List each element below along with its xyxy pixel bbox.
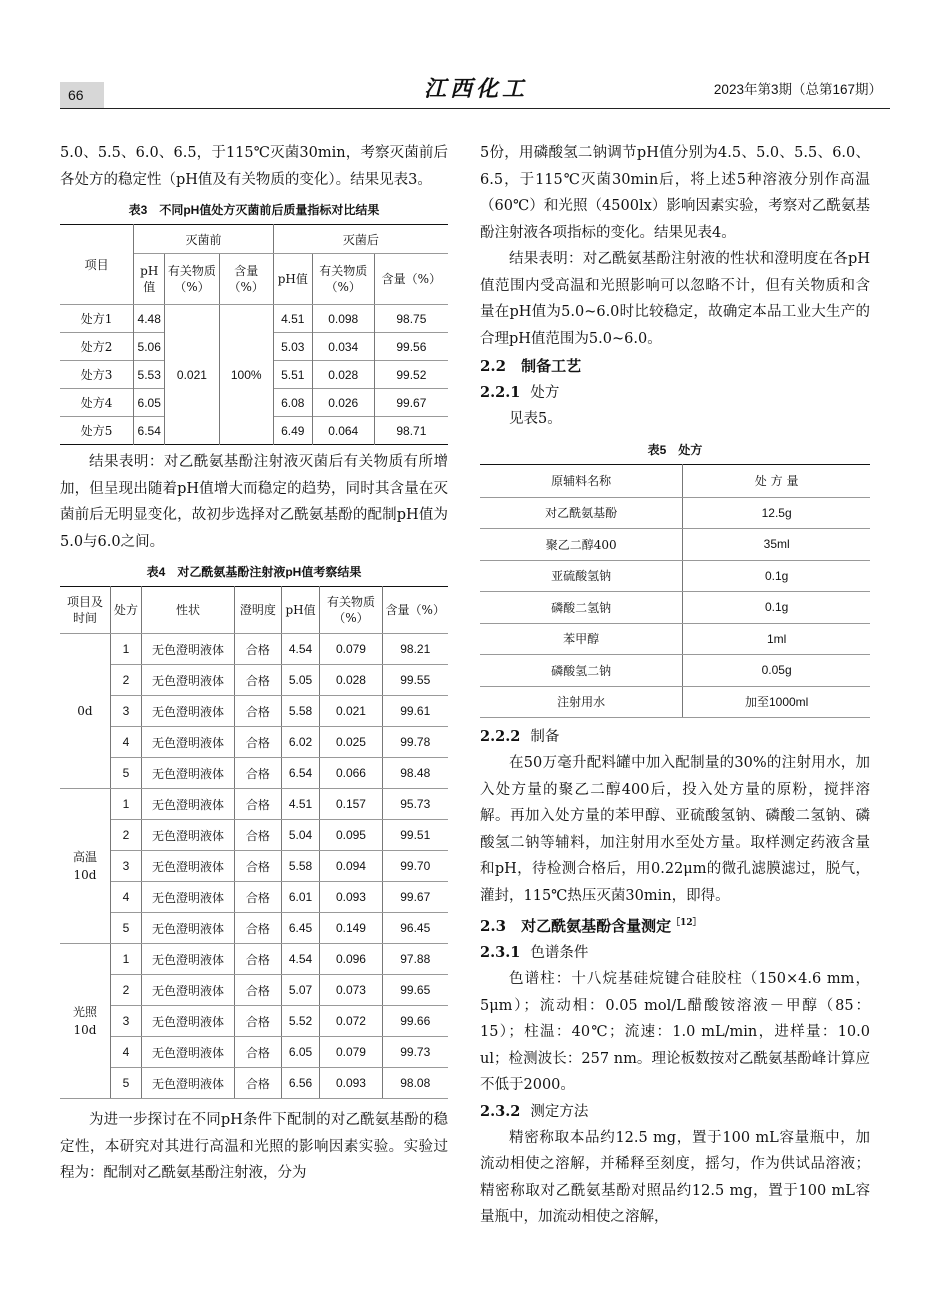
table-header: 有关物质（%） — [312, 254, 374, 305]
paragraph: 结果表明：对乙酰氨基酚注射液的性状和澄明度在各pH值范围内受高温和光照影响可以忽略不计，但有关物质和含量在pH值为5.0~6.0时比较稳定，故确定本品工业大生产的合理pH值范围为5.0~6.0。 — [480, 251, 870, 347]
table-row: 3 无色澄明液体 合格 5.58 0.021 99.61 — [60, 696, 448, 727]
table-row: 注射用水 加至1000ml — [480, 686, 870, 718]
table-header: pH值 — [273, 254, 312, 305]
table-header: 有关物质（%） — [165, 254, 219, 305]
paragraph: 为进一步探讨在不同pH条件下配制的对乙酰氨基酚的稳定性，本研究对其进行高温和光照的影响因素实验。实验过程为：配制对乙酰氨基酚注射液，分为 — [60, 1112, 448, 1181]
table-header: 含量（%） — [374, 254, 448, 305]
table-row: 磷酸二氢钠 0.1g — [480, 592, 870, 624]
table-row: 2 无色澄明液体 合格 5.05 0.028 99.55 — [60, 665, 448, 696]
page-number: 66 — [60, 82, 104, 108]
paragraph: 色谱柱：十八烷基硅烷键合硅胶柱（150×4.6 mm，5μm）；流动相：0.05 mol/L醋酸铵溶液－甲醇（85：15）；柱温：40℃；流速：1.0 mL/min，进样量：10.0 ul；检测波长：257 nm。理论板数按对乙酰氨基酚峰计算应不低于2000。 — [480, 971, 870, 1093]
subsection-heading: 2.2.2 制备 — [480, 728, 560, 745]
table-row: 处方1 4.48 0.021 100% 4.51 0.098 98.75 — [60, 305, 448, 333]
table-header: 项目 — [60, 225, 134, 305]
paragraph: 精密称取本品约12.5 mg，置于100 mL容量瓶中，加流动相使之溶解，并稀释至刻度，摇匀，作为供试品溶液；精密称取对乙酰氨基酚对照品约12.5 mg，置于100 mL容量瓶中，加流动相使之溶解， — [480, 1129, 870, 1225]
table-row: 对乙酰氨基酚 12.5g — [480, 497, 870, 529]
table-row: 聚乙二醇400 35ml — [480, 529, 870, 561]
left-column — [60, 140, 448, 1187]
table-row: 4 无色澄明液体 合格 6.05 0.079 99.73 — [60, 1037, 448, 1068]
before-content-merged: 100% — [219, 305, 273, 445]
table-row: 3 无色澄明液体 合格 5.58 0.094 99.70 — [60, 851, 448, 882]
table-header: 原辅料名称 — [480, 464, 683, 497]
table3-caption: 表3 不同pH值处方灭菌前后质量指标对比结果 — [128, 203, 380, 217]
table-header: 项目及时间 — [60, 587, 110, 634]
table-header: 含量（%） — [382, 587, 448, 634]
table-row: 0d 1 无色澄明液体 合格 4.54 0.079 98.21 — [60, 634, 448, 665]
table-header: 性状 — [141, 587, 234, 634]
table-row: 4 无色澄明液体 合格 6.01 0.093 99.67 — [60, 882, 448, 913]
table-header: 澄明度 — [235, 587, 282, 634]
table-row: 处方5 6.54 6.49 0.064 98.71 — [60, 417, 448, 445]
table3 — [60, 224, 448, 445]
table-header: 处方 — [110, 587, 141, 634]
table-header: 含量（%） — [219, 254, 273, 305]
subsection-heading: 2.3.2 测定方法 — [480, 1102, 589, 1120]
table-row: 2 无色澄明液体 合格 5.04 0.095 99.51 — [60, 820, 448, 851]
table-row: 5 无色澄明液体 合格 6.56 0.093 98.08 — [60, 1068, 448, 1099]
table-header: 灭菌后 — [273, 225, 448, 254]
paragraph: 5.0、5.5、6.0、6.5，于115℃灭菌30min，考察灭菌前后各处方的稳定性（pH值及有关物质的变化）。结果见表3。 — [60, 145, 448, 188]
table-row: 2 无色澄明液体 合格 5.07 0.073 99.65 — [60, 975, 448, 1006]
table-header: 灭菌前 — [134, 225, 274, 254]
header-rule — [60, 108, 890, 109]
paragraph: 在50万毫升配料罐中加入配制量的30%的注射用水，加入处方量的聚乙二醇400后，投入处方量的原粉，搅拌溶解。再加入处方量的苯甲醇、亚硫酸氢钠、磷酸二氢钠、磷酸氢二钠等辅料，加注射用水至处方量。取样测定药液含量和pH，待检测合格后，用0.22μm的微孔滤膜滤过，脱气，灌封，115℃热压灭菌30min，即得。 — [480, 755, 870, 904]
table-row: 处方4 6.05 6.08 0.026 99.67 — [60, 389, 448, 417]
table-row: 4 无色澄明液体 合格 6.02 0.025 99.78 — [60, 727, 448, 758]
right-column — [480, 140, 870, 1231]
table-row: 亚硫酸氢钠 0.1g — [480, 560, 870, 592]
table-row: 磷酸氢二钠 0.05g — [480, 655, 870, 687]
table-row: 处方2 5.06 5.03 0.034 99.56 — [60, 333, 448, 361]
issue-info: 2023年第3期（总第167期） — [713, 82, 882, 97]
group-label: 高温10d — [60, 789, 110, 944]
table-header: pH值 — [281, 587, 320, 634]
before-related-merged: 0.021 — [165, 305, 219, 445]
table-header: 处 方 量 — [683, 464, 870, 497]
paragraph: 见表5。 — [509, 411, 562, 427]
table4-caption: 表4 对乙酰氨基酚注射液pH值考察结果 — [146, 565, 362, 579]
paragraph: 结果表明：对乙酰氨基酚注射液灭菌后有关物质有所增加，但呈现出随着pH值增大而稳定的趋势，同时其含量在灭菌前后无明显变化，故初步选择对乙酰氨基酚的配制pH值为5.0与6.0之间。 — [60, 454, 448, 550]
table-header: 有关物质（%） — [320, 587, 382, 634]
table-row: 光照10d 1 无色澄明液体 合格 4.54 0.096 97.88 — [60, 944, 448, 975]
reference-mark: ［12］ — [671, 918, 702, 928]
subsection-heading: 2.3.1 色谱条件 — [480, 944, 589, 961]
section-heading: 2.3 对乙酰氨基酚含量测定$^{[12]}$ — [480, 917, 702, 935]
table-row: 高温10d 1 无色澄明液体 合格 4.51 0.157 95.73 — [60, 789, 448, 820]
table-header: pH值 — [134, 254, 165, 305]
group-label: 0d — [60, 634, 110, 789]
paragraph: 5份，用磷酸氢二钠调节pH值分别为4.5、5.0、5.5、6.0、6.5，于115℃灭菌30min后，将上述5种溶液分别作高温（60℃）和光照（4500lx）影响因素实验，考察对乙酰氨基酚注射液各项指标的变化。结果见表4。 — [480, 145, 870, 241]
section-heading: 2.2 制备工艺 — [480, 357, 582, 375]
journal-title: 江西化工 — [424, 76, 529, 102]
table-row: 处方3 5.53 5.51 0.028 99.52 — [60, 361, 448, 389]
table4 — [60, 586, 448, 1099]
table-row: 苯甲醇 1ml — [480, 623, 870, 655]
table-row: 5 无色澄明液体 合格 6.45 0.149 96.45 — [60, 913, 448, 944]
table5 — [480, 464, 870, 719]
table-row: 5 无色澄明液体 合格 6.54 0.066 98.48 — [60, 758, 448, 789]
table-row: 3 无色澄明液体 合格 5.52 0.072 99.66 — [60, 1006, 448, 1037]
table5-caption: 表5 处方 — [647, 442, 703, 457]
subsection-heading: 2.2.1 处方 — [480, 384, 560, 401]
group-label: 光照10d — [60, 944, 110, 1099]
